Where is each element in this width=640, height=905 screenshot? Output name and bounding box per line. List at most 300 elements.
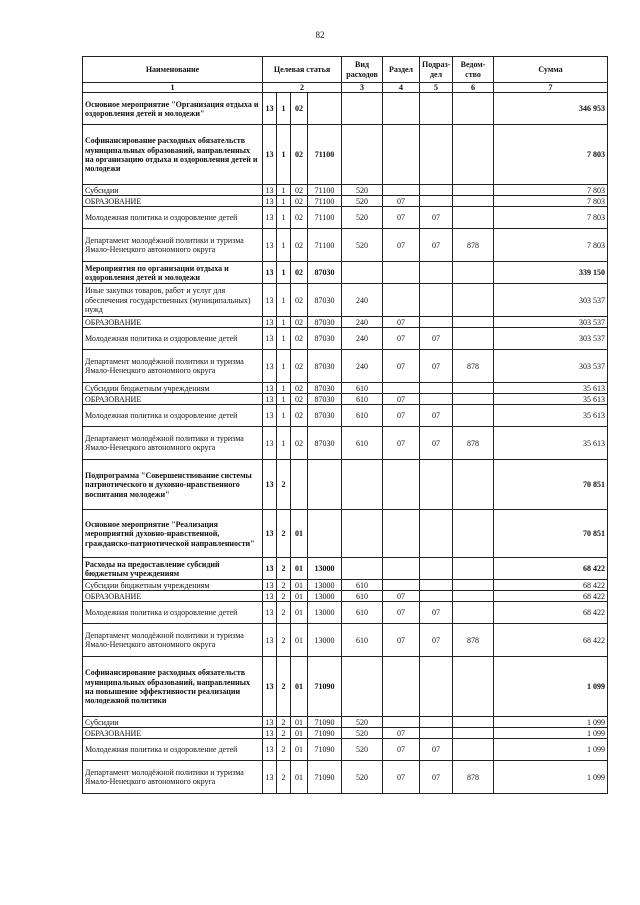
row-name: ОБРАЗОВАНИЕ <box>83 394 263 405</box>
code-measure: 01 <box>291 510 308 558</box>
row-name: Департамент молодёжной политики и туризма Ямало-Ненецкого автономного округа <box>83 229 263 262</box>
expense-type: 520 <box>342 728 383 739</box>
amount: 35 613 <box>494 394 608 405</box>
subsection <box>420 383 453 394</box>
code-measure: 02 <box>291 317 308 328</box>
department-code: 878 <box>453 427 494 460</box>
table-row <box>83 460 608 510</box>
code-direction <box>308 93 342 125</box>
row-name: Мероприятия по организации отдыха и оздоровления детей и молодежи <box>83 262 263 284</box>
code-direction: 87030 <box>308 405 342 427</box>
code-program: 13 <box>263 460 277 510</box>
subsection <box>420 262 453 284</box>
subsection <box>420 717 453 728</box>
table-row <box>83 510 608 558</box>
subsection <box>420 394 453 405</box>
code-subprogram: 1 <box>277 196 291 207</box>
department-code <box>453 591 494 602</box>
row-name: Молодежная политика и оздоровление детей <box>83 739 263 761</box>
code-program: 13 <box>263 284 277 317</box>
code-subprogram: 1 <box>277 229 291 262</box>
section <box>383 125 420 185</box>
code-measure: 01 <box>291 591 308 602</box>
code-subprogram: 1 <box>277 405 291 427</box>
subsection <box>420 657 453 717</box>
section: 07 <box>383 207 420 229</box>
section <box>383 262 420 284</box>
code-direction: 87030 <box>308 394 342 405</box>
code-measure: 02 <box>291 125 308 185</box>
code-subprogram: 2 <box>277 761 291 794</box>
subsection: 07 <box>420 602 453 624</box>
department-code: 878 <box>453 761 494 794</box>
department-code <box>453 657 494 717</box>
code-subprogram: 2 <box>277 657 291 717</box>
section: 07 <box>383 328 420 350</box>
section <box>383 580 420 591</box>
department-code <box>453 580 494 591</box>
department-code <box>453 262 494 284</box>
code-direction: 71090 <box>308 717 342 728</box>
row-name: Молодежная политика и оздоровление детей <box>83 207 263 229</box>
budget-table <box>82 56 608 794</box>
code-direction: 71100 <box>308 229 342 262</box>
amount: 7 803 <box>494 229 608 262</box>
row-name: Департамент молодёжной политики и туризма Ямало-Ненецкого автономного округа <box>83 761 263 794</box>
table-header-row <box>83 57 608 83</box>
table-row <box>83 125 608 185</box>
section: 07 <box>383 196 420 207</box>
subsection: 07 <box>420 229 453 262</box>
amount: 68 422 <box>494 624 608 657</box>
code-subprogram: 1 <box>277 317 291 328</box>
code-measure: 02 <box>291 284 308 317</box>
amount: 1 099 <box>494 739 608 761</box>
code-direction: 87030 <box>308 262 342 284</box>
code-subprogram: 1 <box>277 207 291 229</box>
amount: 303 537 <box>494 317 608 328</box>
amount: 1 099 <box>494 728 608 739</box>
table-row <box>83 728 608 739</box>
amount: 303 537 <box>494 284 608 317</box>
expense-type: 520 <box>342 739 383 761</box>
code-measure: 02 <box>291 328 308 350</box>
code-measure: 02 <box>291 196 308 207</box>
column-number: 1 <box>83 83 263 93</box>
subsection <box>420 125 453 185</box>
expense-type <box>342 657 383 717</box>
expense-type: 610 <box>342 624 383 657</box>
amount: 7 803 <box>494 125 608 185</box>
table-row <box>83 383 608 394</box>
expense-type: 610 <box>342 383 383 394</box>
code-subprogram: 1 <box>277 394 291 405</box>
code-measure: 02 <box>291 350 308 383</box>
row-name: Софинансирование расходных обязательств муниципальных образований, направленных на повышение эффективности реализации молодежной политики <box>83 657 263 717</box>
section: 07 <box>383 317 420 328</box>
code-measure: 01 <box>291 657 308 717</box>
expense-type: 520 <box>342 761 383 794</box>
column-number: 2 <box>263 83 342 93</box>
section: 07 <box>383 405 420 427</box>
department-code <box>453 394 494 405</box>
department-code <box>453 207 494 229</box>
expense-type: 520 <box>342 207 383 229</box>
code-program: 13 <box>263 591 277 602</box>
department-code <box>453 93 494 125</box>
department-code: 878 <box>453 624 494 657</box>
row-name: ОБРАЗОВАНИЕ <box>83 728 263 739</box>
department-code <box>453 602 494 624</box>
amount: 35 613 <box>494 427 608 460</box>
table-row <box>83 580 608 591</box>
code-direction: 71090 <box>308 761 342 794</box>
code-measure: 01 <box>291 728 308 739</box>
code-direction: 87030 <box>308 317 342 328</box>
code-program: 13 <box>263 229 277 262</box>
subsection <box>420 185 453 196</box>
code-direction: 71100 <box>308 185 342 196</box>
code-subprogram: 2 <box>277 728 291 739</box>
table-row <box>83 602 608 624</box>
code-program: 13 <box>263 602 277 624</box>
table-row <box>83 405 608 427</box>
row-name: ОБРАЗОВАНИЕ <box>83 196 263 207</box>
department-code: 878 <box>453 350 494 383</box>
amount: 7 803 <box>494 185 608 196</box>
code-subprogram: 1 <box>277 383 291 394</box>
code-measure <box>291 460 308 510</box>
code-measure: 02 <box>291 207 308 229</box>
code-direction: 87030 <box>308 328 342 350</box>
code-subprogram: 2 <box>277 510 291 558</box>
code-measure: 02 <box>291 93 308 125</box>
subsection <box>420 728 453 739</box>
row-name: Иные закупки товаров, работ и услуг для обеспечения государственных (муниципальных) нужд <box>83 284 263 317</box>
amount: 303 537 <box>494 328 608 350</box>
department-code <box>453 125 494 185</box>
amount: 35 613 <box>494 405 608 427</box>
header-name: Наименование <box>83 57 263 83</box>
amount: 7 803 <box>494 196 608 207</box>
code-subprogram: 2 <box>277 739 291 761</box>
department-code <box>453 728 494 739</box>
header-podrazdel: Подраз-дел <box>420 57 453 83</box>
table-row <box>83 558 608 580</box>
code-direction <box>308 460 342 510</box>
subsection <box>420 591 453 602</box>
subsection: 07 <box>420 350 453 383</box>
subsection: 07 <box>420 405 453 427</box>
code-subprogram: 2 <box>277 624 291 657</box>
amount: 68 422 <box>494 602 608 624</box>
subsection: 07 <box>420 427 453 460</box>
column-number: 5 <box>420 83 453 93</box>
code-subprogram: 1 <box>277 328 291 350</box>
code-program: 13 <box>263 262 277 284</box>
expense-type: 240 <box>342 328 383 350</box>
code-direction: 13000 <box>308 580 342 591</box>
table-row <box>83 196 608 207</box>
amount: 35 613 <box>494 383 608 394</box>
expense-type: 520 <box>342 229 383 262</box>
expense-type <box>342 262 383 284</box>
code-measure: 02 <box>291 383 308 394</box>
department-code <box>453 284 494 317</box>
amount: 68 422 <box>494 558 608 580</box>
department-code <box>453 317 494 328</box>
row-name: Субсидии <box>83 185 263 196</box>
table-row <box>83 739 608 761</box>
section <box>383 460 420 510</box>
code-program: 13 <box>263 394 277 405</box>
code-subprogram: 2 <box>277 580 291 591</box>
code-measure: 02 <box>291 229 308 262</box>
expense-type: 610 <box>342 394 383 405</box>
code-direction: 13000 <box>308 558 342 580</box>
row-name: Департамент молодёжной политики и туризма Ямало-Ненецкого автономного округа <box>83 350 263 383</box>
header-vedomstvo: Ведом-ство <box>453 57 494 83</box>
code-direction: 71090 <box>308 728 342 739</box>
column-number: 7 <box>494 83 608 93</box>
code-subprogram: 1 <box>277 427 291 460</box>
code-program: 13 <box>263 350 277 383</box>
expense-type: 610 <box>342 591 383 602</box>
amount: 7 803 <box>494 207 608 229</box>
code-measure: 01 <box>291 761 308 794</box>
department-code <box>453 196 494 207</box>
department-code <box>453 460 494 510</box>
expense-type: 520 <box>342 717 383 728</box>
code-program: 13 <box>263 93 277 125</box>
code-direction: 71100 <box>308 196 342 207</box>
section <box>383 558 420 580</box>
code-measure: 01 <box>291 580 308 591</box>
code-direction: 87030 <box>308 284 342 317</box>
subsection <box>420 93 453 125</box>
code-program: 13 <box>263 728 277 739</box>
code-program: 13 <box>263 185 277 196</box>
section <box>383 383 420 394</box>
table-row <box>83 427 608 460</box>
expense-type: 520 <box>342 196 383 207</box>
code-measure: 01 <box>291 558 308 580</box>
code-measure: 01 <box>291 602 308 624</box>
code-direction: 71100 <box>308 207 342 229</box>
subsection <box>420 196 453 207</box>
subsection <box>420 317 453 328</box>
subsection <box>420 284 453 317</box>
department-code <box>453 717 494 728</box>
expense-type: 610 <box>342 602 383 624</box>
section: 07 <box>383 229 420 262</box>
code-program: 13 <box>263 761 277 794</box>
code-measure: 01 <box>291 717 308 728</box>
code-measure: 02 <box>291 394 308 405</box>
code-direction <box>308 510 342 558</box>
department-code <box>453 558 494 580</box>
subsection: 07 <box>420 328 453 350</box>
code-program: 13 <box>263 739 277 761</box>
department-code <box>453 185 494 196</box>
expense-type <box>342 558 383 580</box>
code-measure: 02 <box>291 427 308 460</box>
expense-type: 240 <box>342 350 383 383</box>
header-vid: Вид расходов <box>342 57 383 83</box>
row-name: Департамент молодёжной политики и туризма Ямало-Ненецкого автономного округа <box>83 427 263 460</box>
code-subprogram: 2 <box>277 558 291 580</box>
expense-type: 610 <box>342 427 383 460</box>
code-direction: 87030 <box>308 383 342 394</box>
section: 07 <box>383 624 420 657</box>
department-code <box>453 383 494 394</box>
code-measure: 02 <box>291 405 308 427</box>
amount: 1 099 <box>494 761 608 794</box>
subsection <box>420 510 453 558</box>
code-direction: 13000 <box>308 624 342 657</box>
code-subprogram: 1 <box>277 262 291 284</box>
table-row <box>83 93 608 125</box>
subsection: 07 <box>420 739 453 761</box>
code-program: 13 <box>263 328 277 350</box>
subsection: 07 <box>420 207 453 229</box>
section <box>383 510 420 558</box>
expense-type: 240 <box>342 284 383 317</box>
row-name: Субсидии бюджетным учреждениям <box>83 580 263 591</box>
table-row <box>83 657 608 717</box>
subsection <box>420 460 453 510</box>
department-code: 878 <box>453 229 494 262</box>
table-row <box>83 229 608 262</box>
column-number: 3 <box>342 83 383 93</box>
department-code <box>453 328 494 350</box>
section: 07 <box>383 394 420 405</box>
amount: 68 422 <box>494 580 608 591</box>
department-code <box>453 510 494 558</box>
section <box>383 93 420 125</box>
code-program: 13 <box>263 657 277 717</box>
amount: 70 851 <box>494 460 608 510</box>
column-number-row <box>83 83 608 93</box>
table-row <box>83 394 608 405</box>
amount: 70 851 <box>494 510 608 558</box>
subsection: 07 <box>420 624 453 657</box>
code-subprogram: 2 <box>277 717 291 728</box>
section: 07 <box>383 761 420 794</box>
section: 07 <box>383 602 420 624</box>
amount: 68 422 <box>494 591 608 602</box>
row-name: Департамент молодёжной политики и туризма Ямало-Ненецкого автономного округа <box>83 624 263 657</box>
row-name: Софинансирование расходных обязательств муниципальных образований, направленных на организацию отдыха и оздоровления детей и молодежи <box>83 125 263 185</box>
code-program: 13 <box>263 717 277 728</box>
code-subprogram: 1 <box>277 125 291 185</box>
section: 07 <box>383 739 420 761</box>
expense-type <box>342 460 383 510</box>
code-program: 13 <box>263 624 277 657</box>
code-program: 13 <box>263 125 277 185</box>
code-program: 13 <box>263 510 277 558</box>
amount: 346 953 <box>494 93 608 125</box>
expense-type <box>342 510 383 558</box>
amount: 303 537 <box>494 350 608 383</box>
department-code <box>453 739 494 761</box>
subsection: 07 <box>420 761 453 794</box>
table-row <box>83 284 608 317</box>
expense-type: 240 <box>342 317 383 328</box>
code-program: 13 <box>263 405 277 427</box>
table-row <box>83 262 608 284</box>
code-program: 13 <box>263 383 277 394</box>
subsection <box>420 558 453 580</box>
expense-type: 610 <box>342 580 383 591</box>
expense-type <box>342 125 383 185</box>
row-name: Подпрограмма "Совершенствование системы патриотического и духовно-нравственного воспитания молодежи" <box>83 460 263 510</box>
code-subprogram: 1 <box>277 284 291 317</box>
code-direction: 13000 <box>308 591 342 602</box>
code-direction: 87030 <box>308 427 342 460</box>
code-measure: 02 <box>291 262 308 284</box>
row-name: Расходы на предоставление субсидий бюджетным учреждениям <box>83 558 263 580</box>
header-target: Целевая статья <box>263 57 342 83</box>
subsection <box>420 580 453 591</box>
table-row <box>83 591 608 602</box>
code-subprogram: 2 <box>277 460 291 510</box>
code-measure: 01 <box>291 739 308 761</box>
section: 07 <box>383 427 420 460</box>
section: 07 <box>383 350 420 383</box>
row-name: Основное мероприятие "Реализация мероприятий духовно-нравственной, гражданско-патриотической направленности" <box>83 510 263 558</box>
header-summa: Сумма <box>494 57 608 83</box>
section <box>383 284 420 317</box>
section <box>383 185 420 196</box>
table-row <box>83 717 608 728</box>
row-name: Основное мероприятие "Организация отдыха и оздоровления детей и молодежи" <box>83 93 263 125</box>
code-program: 13 <box>263 317 277 328</box>
expense-type: 520 <box>342 185 383 196</box>
code-direction: 71100 <box>308 125 342 185</box>
code-subprogram: 2 <box>277 591 291 602</box>
code-program: 13 <box>263 207 277 229</box>
section: 07 <box>383 591 420 602</box>
department-code <box>453 405 494 427</box>
table-row <box>83 761 608 794</box>
table-row <box>83 328 608 350</box>
table-row <box>83 207 608 229</box>
code-direction: 13000 <box>308 602 342 624</box>
code-program: 13 <box>263 427 277 460</box>
row-name: Субсидии бюджетным учреждениям <box>83 383 263 394</box>
table-row <box>83 317 608 328</box>
table-row <box>83 185 608 196</box>
amount: 1 099 <box>494 717 608 728</box>
table-row <box>83 624 608 657</box>
code-program: 13 <box>263 558 277 580</box>
code-subprogram: 1 <box>277 350 291 383</box>
code-measure: 02 <box>291 185 308 196</box>
section <box>383 657 420 717</box>
section <box>383 717 420 728</box>
column-number: 4 <box>383 83 420 93</box>
amount: 339 150 <box>494 262 608 284</box>
amount: 1 099 <box>494 657 608 717</box>
row-name: Молодежная политика и оздоровление детей <box>83 328 263 350</box>
row-name: ОБРАЗОВАНИЕ <box>83 317 263 328</box>
code-program: 13 <box>263 580 277 591</box>
code-subprogram: 2 <box>277 602 291 624</box>
code-direction: 71090 <box>308 657 342 717</box>
row-name: Субсидии <box>83 717 263 728</box>
code-direction: 71090 <box>308 739 342 761</box>
